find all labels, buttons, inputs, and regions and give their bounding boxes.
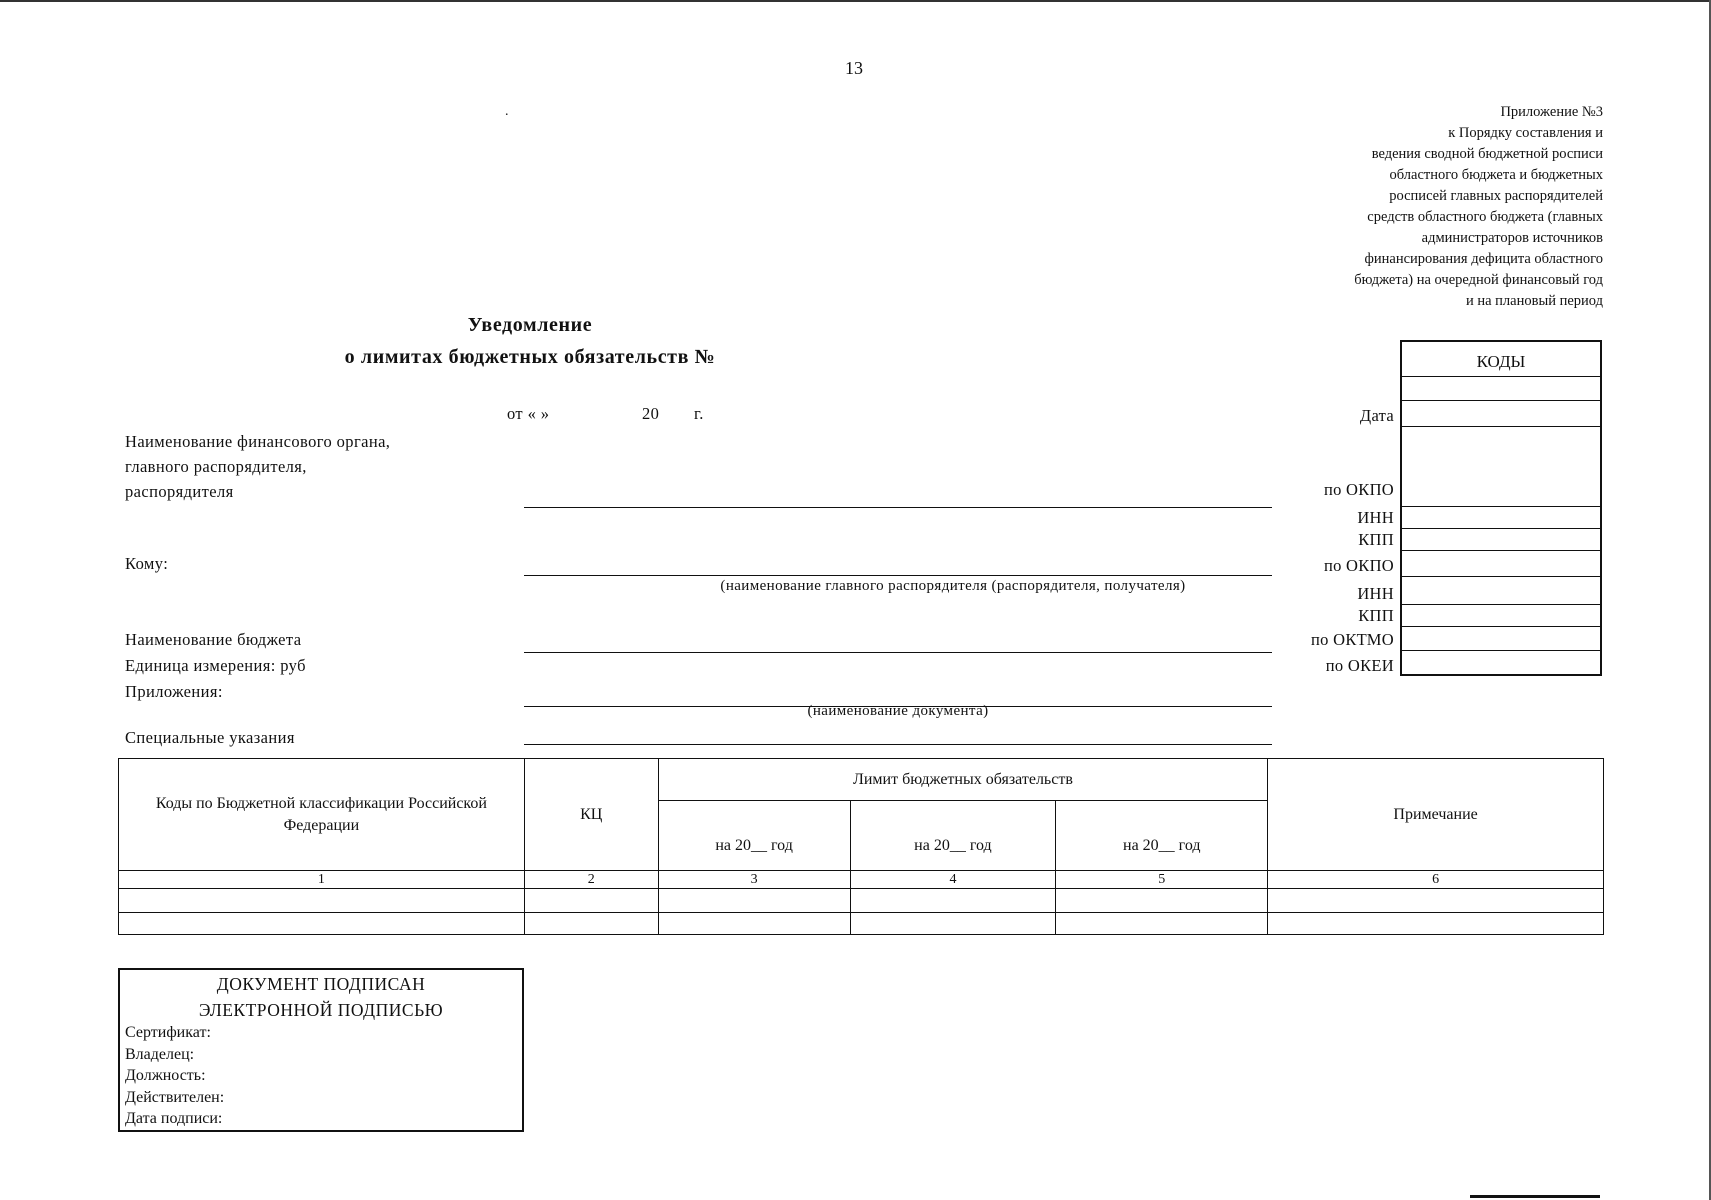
appendix-line: бюджета) на очередной финансовый год [1354, 272, 1603, 288]
codes-box [1400, 340, 1602, 676]
table-row [119, 913, 1604, 935]
budget-line [524, 652, 1272, 653]
document-title: Уведомление [467, 314, 593, 336]
fin-org-line [524, 507, 1272, 508]
header-limit: Лимит бюджетных обязательств [658, 759, 1268, 801]
header-kc: КЦ [524, 759, 658, 871]
to-line [524, 575, 1272, 576]
label-attachments: Приложения: [125, 682, 223, 701]
label-kpp: КПП [1358, 530, 1394, 549]
signature-date: Дата подписи: [125, 1110, 223, 1127]
label-unit: Единица измерения: руб [125, 656, 306, 675]
table-row [119, 889, 1604, 913]
appendix-line: средств областного бюджета (главных [1367, 209, 1603, 225]
date-year: 20 [642, 404, 660, 423]
codes-header: КОДЫ [1476, 352, 1526, 371]
label-fin-org-3: распорядителя [125, 482, 234, 501]
label-inn: ИНН [1357, 508, 1394, 527]
header-year-3: на 20__ год [1056, 801, 1268, 871]
limits-table [118, 758, 1604, 935]
appendix-line: финансирования дефицита областного [1364, 251, 1603, 267]
label-date: Дата [1359, 406, 1394, 425]
attachments-caption: (наименование документа) [807, 703, 989, 719]
appendix-line: областного бюджета и бюджетных [1389, 167, 1603, 183]
label-okpo-recipient: по ОКПО [1323, 556, 1394, 575]
col-num-3: 3 [658, 871, 850, 889]
special-line [524, 744, 1272, 745]
appendix-line: администраторов источников [1421, 230, 1603, 246]
label-fin-org-1: Наименование финансового органа, [125, 432, 391, 451]
appendix-line: росписей главных распорядителей [1389, 188, 1603, 204]
signature-owner: Владелец: [125, 1045, 195, 1063]
page-number: 13 [845, 58, 863, 78]
appendix-line: ведения сводной бюджетной росписи [1371, 146, 1603, 162]
label-budget-name: Наименование бюджета [125, 630, 302, 649]
label-fin-org-2: главного распорядителя, [125, 457, 307, 476]
signature-box [118, 968, 524, 1132]
appendix-line: и на плановый период [1465, 293, 1603, 309]
appendix-line: к Порядку составления и [1448, 125, 1603, 141]
label-special: Специальные указания [125, 728, 295, 747]
date-prefix: от « » [507, 404, 550, 423]
label-kpp-recipient: КПП [1358, 606, 1394, 625]
signature-position: Должность: [125, 1067, 206, 1084]
col-num-1: 1 [119, 871, 525, 889]
header-year-2: на 20__ год [850, 801, 1056, 871]
label-okei: по ОКЕИ [1325, 656, 1394, 675]
signature-title-2: ЭЛЕКТРОННОЙ ПОДПИСЬЮ [198, 1000, 444, 1020]
header-year-1: на 20__ год [658, 801, 850, 871]
header-note: Примечание [1268, 759, 1604, 871]
label-inn-recipient: ИНН [1357, 584, 1394, 603]
scan-corner-mark [1470, 1195, 1600, 1198]
signature-title-1: ДОКУМЕНТ ПОДПИСАН [216, 974, 426, 994]
col-num-5: 5 [1056, 871, 1268, 889]
appendix-note [1243, 102, 1603, 312]
col-num-6: 6 [1268, 871, 1604, 889]
label-oktmo: по ОКТМО [1311, 630, 1394, 649]
label-okpo: по ОКПО [1323, 480, 1394, 499]
document-subtitle: о лимитах бюджетных обязательств № [344, 346, 716, 368]
appendix-line: Приложение №3 [1500, 104, 1603, 120]
col-num-4: 4 [850, 871, 1056, 889]
to-caption: (наименование главного распорядителя (распорядителя, получателя) [720, 578, 1186, 594]
date-suffix: г. [694, 404, 704, 423]
label-to: Кому: [125, 554, 169, 573]
signature-valid: Действителен: [125, 1088, 225, 1106]
header-codes: Коды по Бюджетной классификации Российской Федерации [119, 759, 525, 871]
col-num-2: 2 [524, 871, 658, 889]
scan-edge-top [0, 0, 1711, 2]
stray-dot: . [505, 104, 509, 119]
signature-certificate: Сертификат: [125, 1024, 211, 1041]
